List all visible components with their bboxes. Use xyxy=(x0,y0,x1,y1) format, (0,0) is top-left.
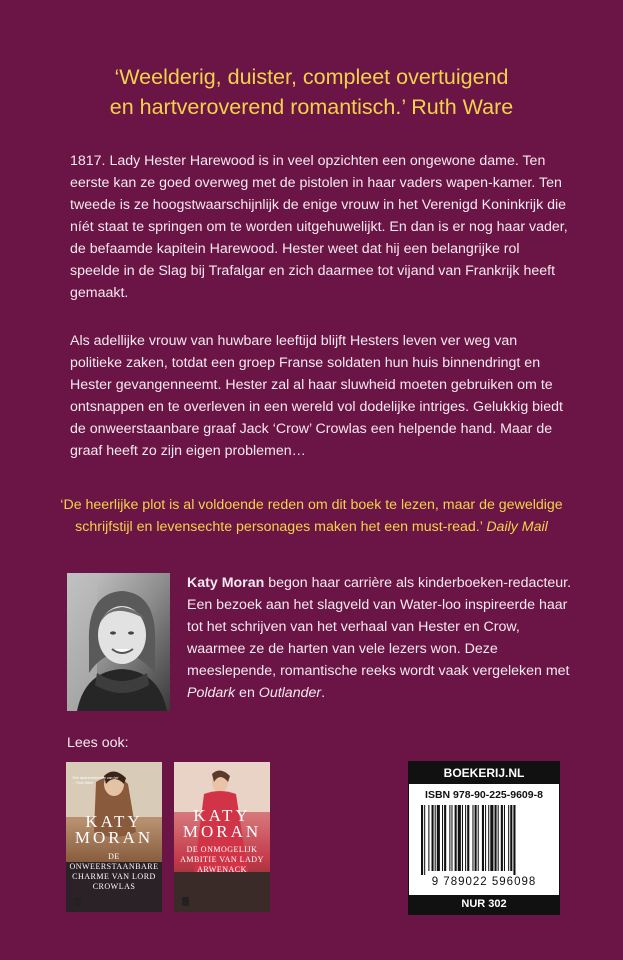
review-quote xyxy=(60,494,563,538)
barcode-publisher: BOEKERIJ.NL xyxy=(409,762,559,784)
top-quote-line-1: ‘Weelderig, duister, compleet overtuigend xyxy=(114,65,509,89)
review-quote-text: ‘De heerlijke plot is al voldoende reden om dit boek te lezen, maar de geweldige schrijfstijl en levensechte personages maken het een must-read.’ xyxy=(60,497,563,535)
author-bio-text-2: en xyxy=(235,685,259,701)
barcode-digits: 9 789022 596098 xyxy=(431,876,537,888)
publisher-logo-icon xyxy=(182,897,189,906)
barcode-block xyxy=(408,761,560,915)
author-bio xyxy=(187,572,577,704)
book-1-title: DE ONWEERSTAANBARE CHARME VAN LORD CROWLAS xyxy=(69,852,159,891)
author-photo xyxy=(67,573,170,711)
publisher-logo-icon xyxy=(74,897,81,906)
barcode-bars xyxy=(419,805,549,875)
author-bio-text-3: . xyxy=(321,685,326,701)
nur-code: NUR 302 xyxy=(409,895,559,914)
book-1-blurb: ‘Een dwarsverbonden van het ...’ Ruth Ware xyxy=(72,776,119,785)
author-name: Katy Moran xyxy=(187,575,265,591)
book-cover-2[interactable] xyxy=(174,762,270,912)
top-quote-line-2: en hartveroverend romantisch.’ Ruth Ware xyxy=(109,95,514,119)
also-read-label: Lees ook: xyxy=(67,735,129,751)
book-2-author: KATY MORAN xyxy=(182,806,262,841)
author-portrait-image xyxy=(67,573,170,711)
book-2-title: DE ONMOGELIJK AMBITIE VAN LADY ARWENACK xyxy=(180,845,264,874)
blurb-paragraph-2: Als adellijke vrouw van huwbare leeftijd blijft Hesters leven ver weg van politieke zaken, totdat een groep Franse soldaten hun huis binnendringt en Hester gevangenneemt. Hester zal al haar sluwheid moeten gebruiken om te ontsnappen en te overleven in een wereld vol dodelijke intriges. Gelukkig biedt de onweerstaanbare graaf Jack ‘Crow’ Crowlas een helpende hand. Maar de graaf heeft zo zijn eigen problemen… xyxy=(70,333,563,459)
author-bio-title-1: Poldark xyxy=(187,685,236,701)
author-bio-title-2: Outlander xyxy=(258,685,322,701)
review-quote-source: Daily Mail xyxy=(486,519,548,535)
isbn-label: ISBN 978-90-225-9609-8 xyxy=(425,789,543,801)
author-bio-text-1: begon haar carrière als kinderboeken-redacteur. Een bezoek aan het slagveld van Water-loo inspireerde haar tot het schrijven van het verhaal van Hester en Crow, waarmee ze de harten van vele lezers won. Deze meeslepende, romantische reeks wordt vaak vergeleken met xyxy=(187,575,572,679)
book-1-author: KATY MORAN xyxy=(74,812,154,847)
blurb-paragraph-1: 1817. Lady Hester Harewood is in veel opzichten een ongewone dame. Ten eerste kan ze goed overweg met de pistolen in haar vaders wapen-kamer. Ten tweede is ze hoogstwaarschijnlijk de enige vrouw in het Verenigd Koninkrijk die níét staat te springen om te worden uitgehuwelijkt. En dan is er nog haar vader, de befaamde kapitein Harewood. Hester weet dat hij een belangrijke rol speelde in de Slag bij Trafalgar en zich daarmee tot vijand van Frankrijk heeft gemaakt. xyxy=(70,153,568,301)
top-review-quote xyxy=(40,62,583,122)
book-cover-1[interactable] xyxy=(66,762,162,912)
